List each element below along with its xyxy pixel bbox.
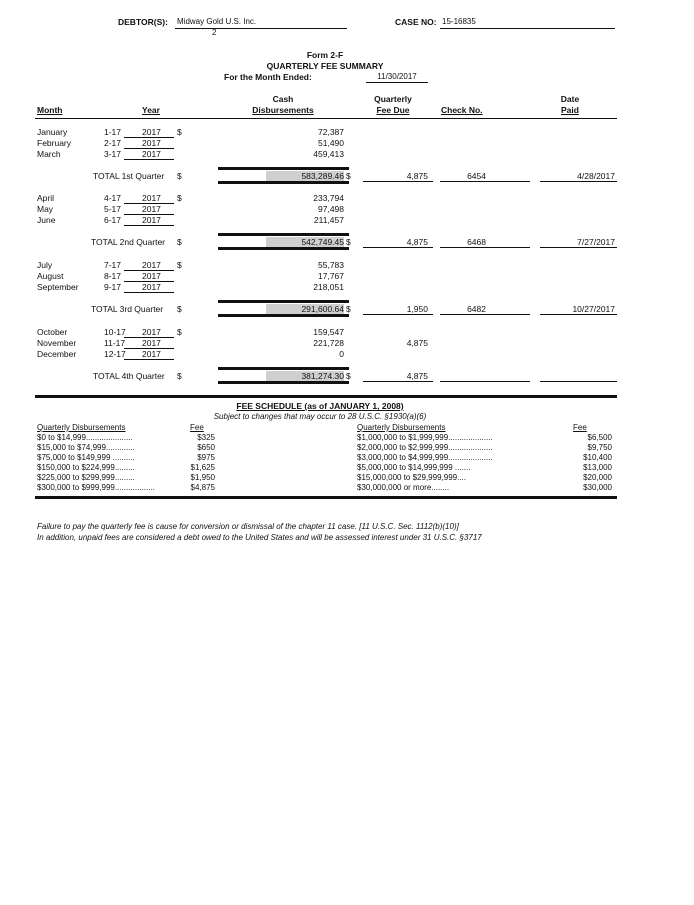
left-fee: $650 (197, 443, 215, 452)
month-label: November (37, 338, 77, 348)
dollar-sign: $ (177, 304, 182, 314)
year-label: 2017 (142, 127, 161, 137)
year-rule (124, 137, 174, 138)
amount: 55,783 (318, 260, 344, 270)
date-rule (540, 314, 617, 315)
month-label: September (37, 282, 79, 292)
check-rule (440, 181, 530, 182)
year-label: 2017 (142, 349, 161, 359)
fee-due: 4,875 (406, 171, 428, 181)
year-label: 2017 (142, 260, 161, 270)
total-rule-bottom (218, 381, 349, 384)
check-no: 6482 (467, 304, 486, 314)
footer-line-2: In addition, unpaid fees are considered a debt owed to the United States and will be assessed interest under 31 U.S.C. §3717 (37, 533, 482, 542)
amount: 97,498 (318, 204, 344, 214)
amount: 218,051 (313, 282, 344, 292)
year-rule (124, 359, 174, 360)
year-label: 2017 (142, 282, 161, 292)
total-rule-bottom (218, 247, 349, 250)
right-fee: $6,500 (587, 433, 612, 442)
left-range: $150,000 to $224,999......... (37, 463, 135, 472)
footer-line-1: Failure to pay the quarterly fee is cause for conversion or dismissal of the chapter 11 case. [11 U.S.C. Sec. 1112(b)(10)] (37, 522, 459, 531)
dollar-sign: $ (177, 371, 182, 381)
month-ended-underline (366, 82, 428, 83)
amount: 221,728 (313, 338, 344, 348)
amount: 211,457 (313, 215, 344, 225)
month-label: August (37, 271, 64, 281)
right-fee: $10,400 (583, 453, 612, 462)
period-label: 7-17 (104, 260, 122, 270)
dollar-sign: $ (177, 327, 182, 337)
total-amount: 291,600.64 (266, 304, 344, 314)
month-label: March (37, 149, 61, 159)
year-label: 2017 (142, 193, 161, 203)
left-fee: $325 (197, 433, 215, 442)
form-title: Form 2-F (306, 50, 344, 60)
debtor-sub: 2 (212, 28, 217, 37)
total-amount: 583,289.46 (266, 171, 344, 181)
debtor-name: Midway Gold U.S. Inc. (177, 17, 257, 26)
amount: 72,387 (318, 127, 344, 137)
left-range-header: Quarterly Disbursements (37, 423, 126, 432)
total-amount: 542,749.45 (266, 237, 344, 247)
year-label: 2017 (142, 271, 161, 281)
dollar-sign: $ (177, 260, 182, 270)
right-range: $1,000,000 to $1,999,999.................... (357, 433, 493, 442)
right-range: $5,000,000 to $14,999,999 ....... (357, 463, 471, 472)
fee-due: 1,950 (406, 304, 428, 314)
fee-rule (363, 247, 433, 248)
schedule-top-rule (35, 395, 617, 398)
amount: 0 (339, 349, 344, 359)
month-label: June (37, 215, 56, 225)
debtor-label: DEBTOR(S): (118, 17, 168, 27)
left-range: $75,000 to $149,999 .......... (37, 453, 135, 462)
fee-rule (363, 314, 433, 315)
fee-rule (363, 181, 433, 182)
fee-schedule-title: FEE SCHEDULE (as of JANUARY 1, 2008) (236, 401, 404, 411)
year-label: 2017 (142, 215, 161, 225)
fee-rule (363, 381, 433, 382)
dollar-sign: $ (177, 193, 182, 203)
year-rule (124, 203, 174, 204)
period-label: 11-17 (104, 338, 126, 348)
year-rule (124, 281, 174, 282)
amount: 51,490 (318, 138, 344, 148)
period-label: 12-17 (104, 349, 126, 359)
right-fee: $30,000 (583, 483, 612, 492)
left-fee: $4,875 (190, 483, 215, 492)
year-label: 2017 (142, 138, 161, 148)
left-fee: $1,950 (190, 473, 215, 482)
case-number: 15-16835 (442, 17, 476, 26)
total-label: TOTAL 4th Quarter (93, 371, 165, 381)
right-range: $15,000,000 to $29,999,999.... (357, 473, 466, 482)
date-rule (540, 181, 617, 182)
month-label: April (37, 193, 55, 203)
left-range: $0 to $14,999..................... (37, 433, 133, 442)
period-label: 2-17 (104, 138, 122, 148)
amount: 233,794 (313, 193, 344, 203)
check-no: 6468 (467, 237, 486, 247)
fee-due: 4,875 (406, 237, 428, 247)
col-check: Check No. (441, 105, 483, 115)
year-label: 2017 (142, 204, 161, 214)
right-range: $3,000,000 to $4,999,999.................... (357, 453, 493, 462)
fee-due: 4,875 (406, 371, 428, 381)
total-rule-top (218, 367, 349, 370)
right-fee-header: Fee (573, 423, 587, 432)
period-label: 3-17 (104, 149, 122, 159)
case-underline (440, 28, 615, 29)
amount: 159,547 (313, 327, 344, 337)
month-ended-label: For the Month Ended: (224, 72, 312, 82)
date-paid: 7/27/2017 (577, 237, 615, 247)
total-rule-top (218, 167, 349, 170)
right-range: $30,000,000 or more........ (357, 483, 450, 492)
year-rule (124, 337, 174, 338)
month-label: May (37, 204, 54, 214)
right-fee: $13,000 (583, 463, 612, 472)
case-label: CASE NO: (395, 17, 437, 27)
right-range-header: Quarterly Disbursements (357, 423, 446, 432)
year-rule (124, 292, 174, 293)
col-cash-1: Cash (272, 94, 294, 104)
year-rule (124, 148, 174, 149)
total-rule-top (218, 300, 349, 303)
check-rule (440, 381, 530, 382)
fee-due-partial: 4,875 (406, 338, 428, 348)
month-label: February (37, 138, 72, 148)
period-label: 10-17 (104, 327, 126, 337)
amount: 459,413 (313, 149, 344, 159)
year-rule (124, 270, 174, 271)
col-fee-2: Fee Due (376, 105, 410, 115)
amount: 17,767 (318, 271, 344, 281)
check-rule (440, 314, 530, 315)
left-range: $300,000 to $999,999.................. (37, 483, 155, 492)
col-date-1: Date (560, 94, 580, 104)
month-label: January (37, 127, 68, 137)
period-label: 4-17 (104, 193, 122, 203)
total-rule-top (218, 233, 349, 236)
left-fee-header: Fee (190, 423, 204, 432)
period-label: 1-17 (104, 127, 122, 137)
left-range: $15,000 to $74,999............. (37, 443, 135, 452)
check-no: 6454 (467, 171, 486, 181)
total-label: TOTAL 1st Quarter (93, 171, 165, 181)
debtor-underline (175, 28, 347, 29)
dollar-sign: $ (346, 237, 351, 247)
year-label: 2017 (142, 149, 161, 159)
summary-title: QUARTERLY FEE SUMMARY (266, 61, 384, 71)
dollar-sign: $ (177, 171, 182, 181)
left-range: $225,000 to $299,999......... (37, 473, 135, 482)
dollar-sign: $ (177, 127, 182, 137)
month-label: July (37, 260, 53, 270)
total-rule-bottom (218, 181, 349, 184)
year-rule (124, 348, 174, 349)
year-rule (124, 214, 174, 215)
header-rule (35, 118, 617, 119)
total-label: TOTAL 3rd Quarter (91, 304, 164, 314)
col-fee-1: Quarterly (374, 94, 412, 104)
col-cash-2: Disbursements (252, 105, 314, 115)
dollar-sign: $ (177, 237, 182, 247)
schedule-bottom-rule (35, 496, 617, 499)
dollar-sign: $ (346, 371, 351, 381)
year-label: 2017 (142, 338, 161, 348)
col-month: Month (37, 105, 63, 115)
period-label: 8-17 (104, 271, 122, 281)
date-paid: 4/28/2017 (577, 171, 615, 181)
right-range: $2,000,000 to $2,999,999.................... (357, 443, 493, 452)
left-fee: $975 (197, 453, 215, 462)
year-label: 2017 (142, 327, 161, 337)
total-amount: 381,274.30 (266, 371, 344, 381)
col-year: Year (142, 105, 160, 115)
total-label: TOTAL 2nd Quarter (91, 237, 166, 247)
period-label: 9-17 (104, 282, 122, 292)
period-label: 5-17 (104, 204, 122, 214)
year-rule (124, 225, 174, 226)
date-rule (540, 247, 617, 248)
right-fee: $9,750 (587, 443, 612, 452)
fee-schedule-subtitle: Subject to changes that may occur to 28 U.S.C. §1930(a)(6) (213, 412, 427, 421)
month-label: October (37, 327, 68, 337)
right-fee: $20,000 (583, 473, 612, 482)
dollar-sign: $ (346, 171, 351, 181)
month-ended-value: 11/30/2017 (377, 72, 417, 81)
total-rule-bottom (218, 314, 349, 317)
col-date-2: Paid (561, 105, 579, 115)
period-label: 6-17 (104, 215, 122, 225)
date-rule (540, 381, 617, 382)
month-label: December (37, 349, 77, 359)
check-rule (440, 247, 530, 248)
year-rule (124, 159, 174, 160)
dollar-sign: $ (346, 304, 351, 314)
left-fee: $1,625 (190, 463, 215, 472)
date-paid: 10/27/2017 (572, 304, 615, 314)
